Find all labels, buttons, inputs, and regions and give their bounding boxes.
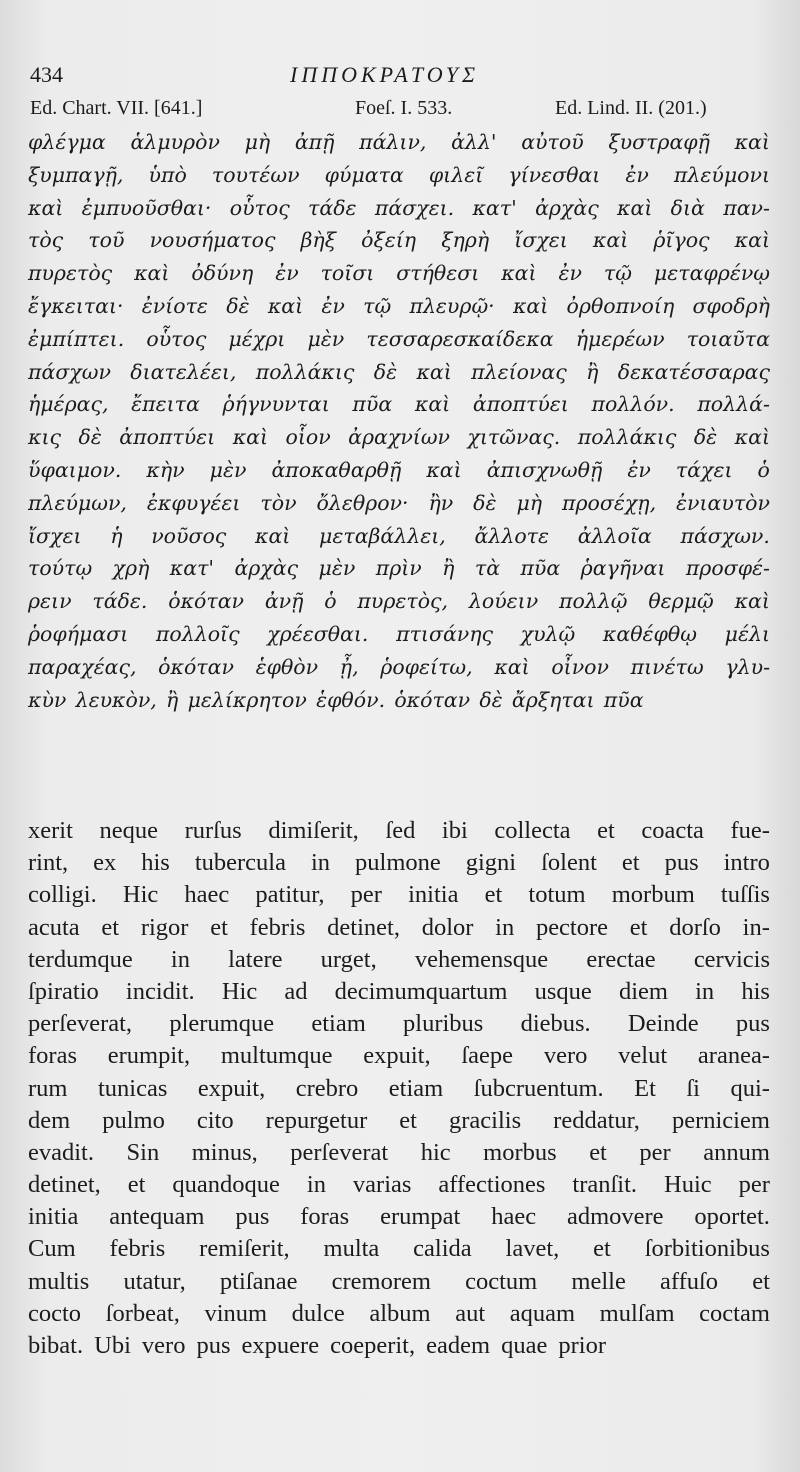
latin-text-line: initia antequam pus foras erumpat haec admovere oportet.	[28, 1203, 770, 1231]
latin-text-line: perſeverat, plerumque etiam pluribus diebus. Deinde pus	[28, 1010, 770, 1038]
edition-foes-ref: Foeſ. I. 533.	[355, 97, 453, 119]
latin-text-line: multis utatur, ptiſanae cremorem coctum melle affuſo et	[28, 1267, 770, 1295]
latin-text-line: rum tunicas expuit, crebro etiam ſubcruentum. Et ſi qui-	[28, 1074, 770, 1102]
greek-text-line: κὺν λευκὸν, ἢ μελίκρητον ἑφθόν. ὁκόταν δὲ ἄρξηται πῦα	[28, 687, 644, 712]
greek-text-line: πυρετὸς καὶ ὀδύνη ἐν τοῖσι στήθεσι καὶ ἐν τῷ μεταφρένῳ	[28, 261, 770, 286]
greek-text-line: ἡμέρας, ἔπειτα ῥήγνυνται πῦα καὶ ἀποπτύει πολλόν. πολλά-	[28, 392, 770, 417]
latin-text-line: evadit. Sin minus, perſeverat hic morbus et per annum	[28, 1138, 770, 1166]
running-head: ΙΠΠΟΚΡΑΤΟΥΣ	[290, 62, 480, 87]
greek-text-line: ρειν τάδε. ὁκόταν ἀνῇ ὁ πυρετὸς, λούειν πολλῷ θερμῷ καὶ	[28, 589, 770, 614]
edition-lind-ref: Ed. Lind. II. (201.)	[555, 97, 707, 119]
greek-text-line: ῥοφήμασι πολλοῖς χρέεσθαι. πτισάνης χυλῷ καθέφθῳ μέλι	[28, 621, 770, 646]
latin-text-line: bibat. Ubi vero pus expuere coeperit, eadem quae prior	[28, 1332, 606, 1359]
latin-text-line: cocto ſorbeat, vinum dulce album aut aquam mulſam coctam	[28, 1299, 770, 1327]
latin-text-line: dem pulmo cito repurgetur et gracilis reddatur, perniciem	[28, 1106, 770, 1134]
latin-text-line: terdumque in latere urget, vehemensque erectae cervicis	[28, 945, 770, 973]
latin-text-line: detinet, et quandoque in varias affectiones tranſit. Huic per	[28, 1171, 770, 1199]
greek-text-line: τούτῳ χρὴ κατ' ἀρχὰς μὲν πρὶν ἢ τὰ πῦα ῥαγῆναι προσφέ-	[28, 556, 770, 581]
greek-text-line: ὕφαιμον. κὴν μὲν ἀποκαθαρθῇ καὶ ἀπισχνωθῇ ἐν τάχει ὁ	[28, 457, 770, 482]
edition-references	[30, 97, 770, 127]
greek-text-line: φλέγμα ἁλμυρὸν μὴ ἀπῇ πάλιν, ἀλλ' αὐτοῦ ξυστραφῇ καὶ	[28, 130, 770, 154]
greek-text-line: ἴσχει ἡ νοῦσος καὶ μεταβάλλει, ἄλλοτε ἀλλοῖα πάσχων.	[28, 523, 770, 548]
greek-text-line: πλεύμων, ἐκφυγέει τὸν ὄλεθρον· ἢν δὲ μὴ προσέχῃ, ἐνιαυτὸν	[28, 490, 770, 515]
latin-text-line: Cum febris remiſerit, multa calida lavet, et ſorbitionibus	[28, 1235, 770, 1263]
latin-text-line: rint, ex his tubercula in pulmone gigni ſolent et pus intro	[28, 849, 770, 877]
page-number: 434	[30, 62, 63, 87]
greek-text-line: ἔγκειται· ἐνίοτε δὲ καὶ ἐν τῷ πλευρῷ· καὶ ὀρθοπνοίη σφοδρὴ	[28, 293, 770, 318]
greek-text-line: ἐμπίπτει. οὗτος μέχρι μὲν τεσσαρεσκαίδεκα ἡμερέων τοιαῦτα	[28, 326, 770, 351]
latin-text-line: acuta et rigor et febris detinet, dolor in pectore et dorſo in-	[28, 913, 770, 941]
greek-text-line: ξυμπαγῇ, ὑπὸ τουτέων φύματα φιλεῖ γίνεσθαι ἐν πλεύμονι	[28, 162, 770, 187]
greek-text-line: καὶ ἐμπυοῦσθαι· οὗτος τάδε πάσχει. κατ' ἀρχὰς καὶ διὰ παν-	[28, 195, 770, 220]
latin-text-block	[28, 815, 770, 1362]
greek-text-line: πάσχων διατελέει, πολλάκις δὲ καὶ πλείονας ἢ δεκατέσσαρας	[28, 359, 770, 384]
greek-text-block	[28, 126, 770, 716]
edition-chart-ref: Ed. Chart. VII. [641.]	[30, 97, 203, 119]
latin-text-line: xerit neque rurſus dimiſerit, ſed ibi collecta et coacta fue-	[28, 817, 770, 844]
latin-text-line: ſpiratio incidit. Hic ad decimumquartum usque diem in his	[28, 977, 770, 1005]
latin-text-line: colligi. Hic haec patitur, per initia et totum morbum tuſſis	[28, 881, 770, 909]
latin-text-line: foras erumpit, multumque expuit, ſaepe vero velut aranea-	[28, 1042, 770, 1070]
page-header	[30, 58, 770, 98]
greek-text-line: κις δὲ ἀποπτύει καὶ οἷον ἀραχνίων χιτῶνας. πολλάκις δὲ καὶ	[28, 425, 770, 450]
greek-text-line: παραχέας, ὁκόταν ἑφθὸν ᾖ, ῥοφείτω, καὶ οἶνον πινέτω γλυ-	[28, 654, 770, 679]
greek-text-line: τὸς τοῦ νουσήματος βὴξ ὀξείη ξηρὴ ἴσχει καὶ ῥῖγος καὶ	[28, 228, 770, 253]
